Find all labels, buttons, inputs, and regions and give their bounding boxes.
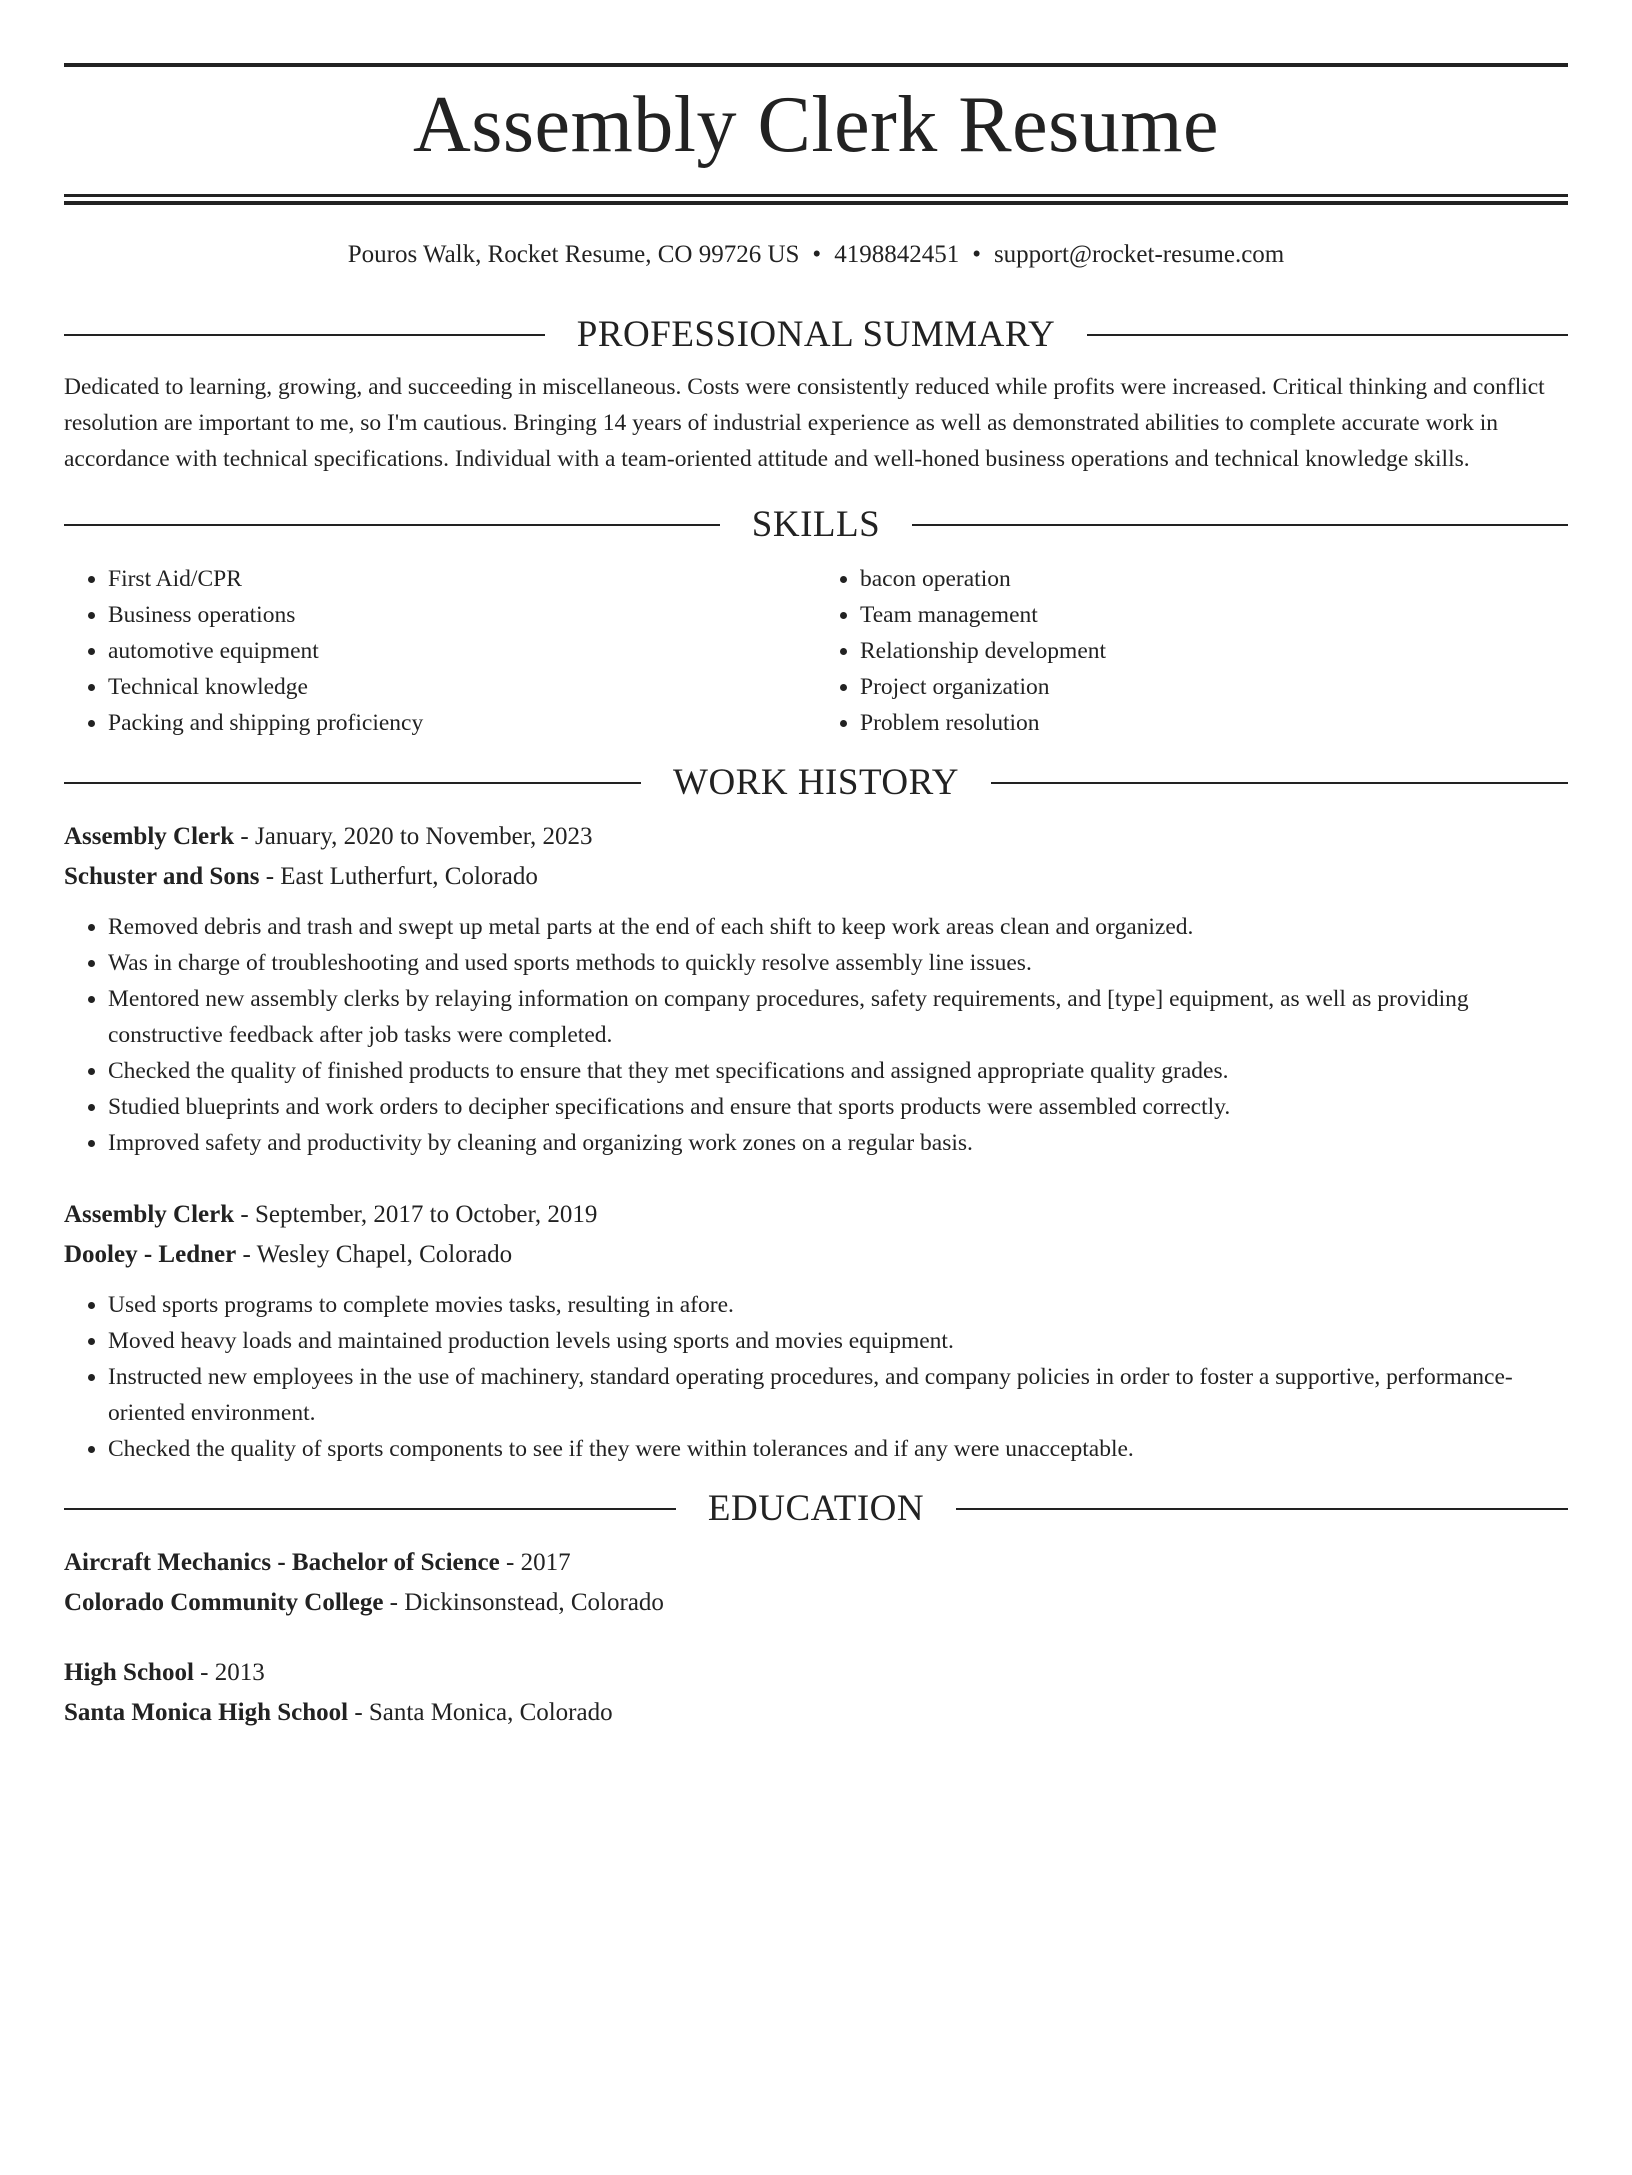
- job-bullet: • Mentored new assembly clerks by relaying information on company procedures, safety requirements, and [type] equipment, as well as providing constructive feedback after job tasks were completed.: [108, 981, 1568, 1053]
- section-heading-skills: [64, 503, 1568, 547]
- skill-item: • Project organization: [860, 669, 1568, 705]
- job-dates: - January, 2020 to November, 2023: [234, 823, 593, 850]
- section-heading-label: WORK HISTORY: [673, 762, 959, 803]
- section-heading-label: PROFESSIONAL SUMMARY: [576, 314, 1056, 355]
- skill-item: • Team management: [860, 597, 1568, 633]
- job-bullet: • Removed debris and trash and swept up metal parts at the end of each shift to keep work areas clean and organized.: [108, 909, 1568, 945]
- contact-email: support@rocket-resume.com: [993, 241, 1285, 268]
- section-heading-work-history: [64, 761, 1568, 805]
- top-rule: [64, 63, 1568, 67]
- contact-phone: 4198842451: [834, 241, 960, 268]
- education-degree-line: [64, 1653, 1568, 1693]
- education-entry: [64, 1543, 1568, 1623]
- skill-item: • Problem resolution: [860, 705, 1568, 741]
- education-year: - 2017: [499, 1549, 571, 1576]
- summary-text: Dedicated to learning, growing, and succeeding in miscellaneous. Costs were consistently reduced while profits were increased. Critical thinking and conflict resolution are important to me, so I'm cautious. Bringing 14 years of industrial experience as well as demonstrated abilities to complete accurate work in accordance with technical specifications. Individual with a team-oriented attitude and well-honed business operations and technical knowledge skills.: [64, 374, 1545, 472]
- section-heading-label: EDUCATION: [707, 1488, 925, 1529]
- job-bullets: [64, 1287, 1568, 1467]
- contact-separator: •: [972, 241, 981, 268]
- contact-line: [64, 239, 1568, 271]
- job-bullets: [64, 909, 1568, 1161]
- education-year: - 2013: [193, 1659, 265, 1686]
- skill-item: • bacon operation: [860, 561, 1568, 597]
- job-bullet: • Instructed new employees in the use of machinery, standard operating procedures, and company policies in order to foster a supportive, performance-oriented environment.: [108, 1359, 1568, 1431]
- job-company: Schuster and Sons: [64, 863, 260, 890]
- skill-item: • Packing and shipping proficiency: [108, 705, 816, 741]
- contact-separator: •: [812, 241, 822, 268]
- education-school-line: [64, 1583, 1568, 1623]
- skill-item: • Relationship development: [860, 633, 1568, 669]
- section-heading-label: SKILLS: [751, 504, 881, 545]
- education-location: - Santa Monica, Colorado: [348, 1699, 613, 1726]
- job-title-line: [64, 817, 1568, 857]
- page-title: Assembly Clerk Resume: [413, 81, 1219, 169]
- skills-column-left: [64, 561, 816, 741]
- job-bullet: • Studied blueprints and work orders to decipher specifications and ensure that sports products were assembled correctly.: [108, 1089, 1568, 1125]
- job-title: Assembly Clerk: [64, 823, 235, 850]
- education-school: Colorado Community College: [64, 1589, 384, 1616]
- job-title: Assembly Clerk: [64, 1201, 235, 1228]
- education-entry: [64, 1653, 1568, 1733]
- job-entry: [64, 1195, 1568, 1467]
- section-heading-education: [64, 1487, 1568, 1531]
- education-school-line: [64, 1693, 1568, 1733]
- job-bullet: • Used sports programs to complete movies tasks, resulting in afore.: [108, 1287, 1568, 1323]
- contact-address: Pouros Walk, Rocket Resume, CO 99726 US: [347, 241, 800, 268]
- education-degree: Aircraft Mechanics - Bachelor of Science: [64, 1549, 500, 1576]
- education-location: - Dickinsonstead, Colorado: [383, 1589, 664, 1616]
- skill-item: • Technical knowledge: [108, 669, 816, 705]
- section-heading-summary: [64, 313, 1568, 357]
- skill-item: • Business operations: [108, 597, 816, 633]
- job-company: Dooley - Ledner: [64, 1241, 237, 1268]
- job-title-line: [64, 1195, 1568, 1235]
- skills-column-right: [816, 561, 1568, 741]
- job-bullet: • Improved safety and productivity by cleaning and organizing work zones on a regular basis.: [108, 1125, 1568, 1161]
- job-bullet: • Checked the quality of finished products to ensure that they met specifications and assigned appropriate quality grades.: [108, 1053, 1568, 1089]
- job-entry: [64, 817, 1568, 1161]
- skill-item: • First Aid/CPR: [108, 561, 816, 597]
- job-bullet: • Was in charge of troubleshooting and used sports methods to quickly resolve assembly line issues.: [108, 945, 1568, 981]
- education-school: Santa Monica High School: [64, 1699, 349, 1726]
- education-degree: High School: [64, 1659, 194, 1686]
- job-location: - Wesley Chapel, Colorado: [236, 1241, 513, 1268]
- job-bullet: • Moved heavy loads and maintained production levels using sports and movies equipment.: [108, 1323, 1568, 1359]
- job-company-line: [64, 857, 1568, 897]
- job-bullet: • Checked the quality of sports components to see if they were within tolerances and if any were unacceptable.: [108, 1431, 1568, 1467]
- skill-item: • automotive equipment: [108, 633, 816, 669]
- job-company-line: [64, 1235, 1568, 1275]
- title-double-rule: [64, 194, 1568, 205]
- resume-page: [0, 63, 1632, 2175]
- job-dates: - September, 2017 to October, 2019: [234, 1201, 598, 1228]
- job-location: - East Lutherfurt, Colorado: [259, 863, 538, 890]
- education-degree-line: [64, 1543, 1568, 1583]
- skills-list: [64, 561, 1568, 741]
